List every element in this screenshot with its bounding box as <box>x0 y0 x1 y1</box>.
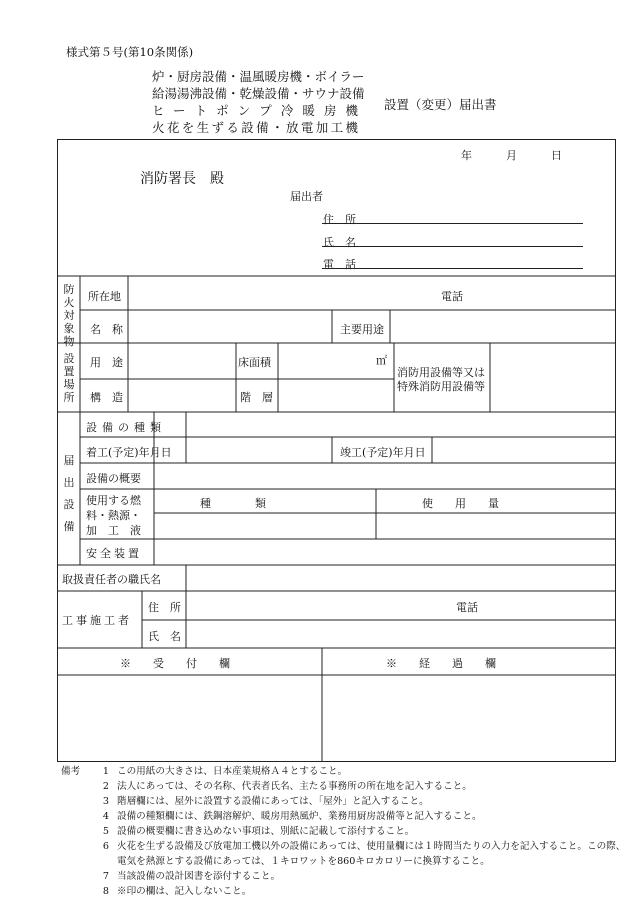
fuel-label-2: 料・熱源・ <box>86 509 141 522</box>
note-number: 2 <box>102 781 109 792</box>
applicant-phone-line[interactable] <box>322 268 583 269</box>
fuel-label-1: 使用する燃 <box>86 494 141 507</box>
notes-label: 備考 <box>61 766 81 777</box>
location-phone-label: 電話 <box>441 290 463 303</box>
note-text: ※印の欄は、記入しないこと。 <box>117 886 252 897</box>
note-text: 火花を生ずる設備及び放電加工機以外の設備にあっては、使用量欄には１時間当たりの入力を記入すること。この際、電気を熱源とする設備にあっては、１キロワットを860キロカロリーに換算すること。 <box>117 841 626 867</box>
safety-device-label: 安全装置 <box>86 547 142 560</box>
target-name-label: 名 称 <box>90 323 123 336</box>
kind-header: 種 類 <box>200 497 266 510</box>
manager-label: 取扱責任者の職氏名 <box>62 573 161 586</box>
location-label: 所在地 <box>88 290 121 303</box>
note-number: 8 <box>102 886 109 897</box>
note-item-2 <box>61 779 627 794</box>
applicant-phone-label: 電 話 <box>323 258 356 271</box>
reception-column-label: ※ 受 付 欄 <box>120 657 230 670</box>
note-item-6 <box>61 839 627 869</box>
note-text: 設備の種類欄には、鉄鋼溶解炉、暖房用熱風炉、業務用厨房設備等と記入すること。 <box>117 811 482 822</box>
equipment-outline-label: 設備の概要 <box>86 472 141 485</box>
note-item-1 <box>61 764 627 779</box>
contractor-address-label: 住 所 <box>148 601 181 614</box>
fuel-label-3: 加 工 液 <box>86 524 141 537</box>
contractor-label: 工事施工者 <box>62 614 132 627</box>
notification-section-label: 届出設備 <box>63 454 75 533</box>
title-line-2: 給湯湯沸設備・乾燥設備・サウナ設備 <box>152 86 365 101</box>
fire-equipment-label-1: 消防用設備等又は <box>397 366 485 379</box>
note-number: 6 <box>102 841 109 852</box>
note-item-3 <box>61 794 627 809</box>
contractor-phone-label: 電話 <box>456 601 478 614</box>
install-place-section-label: 設置場所 <box>63 352 75 404</box>
area-unit: ㎡ <box>376 354 387 367</box>
note-text: 階層欄には、屋外に設置する設備にあっては、「屋外」と記入すること。 <box>117 796 429 807</box>
progress-column-label: ※ 経 過 欄 <box>386 657 496 670</box>
equipment-type-label: 設備の種類 <box>86 421 166 434</box>
applicant-name-line[interactable] <box>322 246 583 247</box>
notes-section <box>61 764 627 899</box>
applicant-label: 届出者 <box>290 190 323 203</box>
form-number: 様式第５号(第10条関係) <box>66 45 194 59</box>
contractor-name-label: 氏 名 <box>148 630 181 643</box>
structure-label: 構 造 <box>90 391 123 404</box>
addressee: 消防署長 殿 <box>140 171 224 187</box>
note-item-4 <box>61 809 627 824</box>
completion-date-label: 竣工(予定)年月日 <box>340 446 426 459</box>
date-year: 年 <box>461 149 472 162</box>
note-number: 4 <box>102 811 109 822</box>
usage-header: 使 用 量 <box>422 497 499 510</box>
floor-level-label: 階 層 <box>240 391 273 404</box>
title-line-4: 火花を生ずる設備・放電加工機 <box>152 120 358 135</box>
install-use-label: 用 途 <box>90 356 123 369</box>
note-number: 1 <box>102 766 109 777</box>
note-item-5 <box>61 824 627 839</box>
applicant-name-label: 氏 名 <box>323 236 356 249</box>
note-item-8 <box>61 884 627 899</box>
main-use-label: 主要用途 <box>340 323 384 336</box>
note-text: 設備の概要欄に書き込めない事項は、別紙に記載して添付すること。 <box>117 826 415 837</box>
note-text: 法人にあっては、その名称、代表者氏名、主たる事務所の所在地を記入すること。 <box>117 781 472 792</box>
note-item-7 <box>61 869 627 884</box>
note-text: この用紙の大きさは、日本産業規格Ａ４とすること。 <box>117 766 348 777</box>
applicant-address-line[interactable] <box>322 223 583 224</box>
title-line-3: ヒートポンプ冷暖房機 <box>152 103 358 118</box>
equipment-title-list <box>152 68 365 136</box>
note-number: 7 <box>102 871 109 882</box>
note-number: 5 <box>102 826 109 837</box>
applicant-address-label: 住 所 <box>323 213 356 226</box>
fire-equipment-label-2: 特殊消防用設備等 <box>397 380 485 393</box>
title-line-1: 炉・厨房設備・温風暖房機・ボイラー <box>152 69 365 84</box>
date-day: 日 <box>551 149 562 162</box>
note-number: 3 <box>102 796 109 807</box>
start-date-label: 着工(予定)年月日 <box>86 446 172 459</box>
floor-area-label: 床面積 <box>238 356 271 369</box>
note-text: 当該設備の設計図書を添付すること。 <box>117 871 281 882</box>
target-section-label: 防火対象物 <box>63 283 75 348</box>
form-title-suffix: 設置（変更）届出書 <box>384 97 497 112</box>
date-month: 月 <box>506 149 517 162</box>
